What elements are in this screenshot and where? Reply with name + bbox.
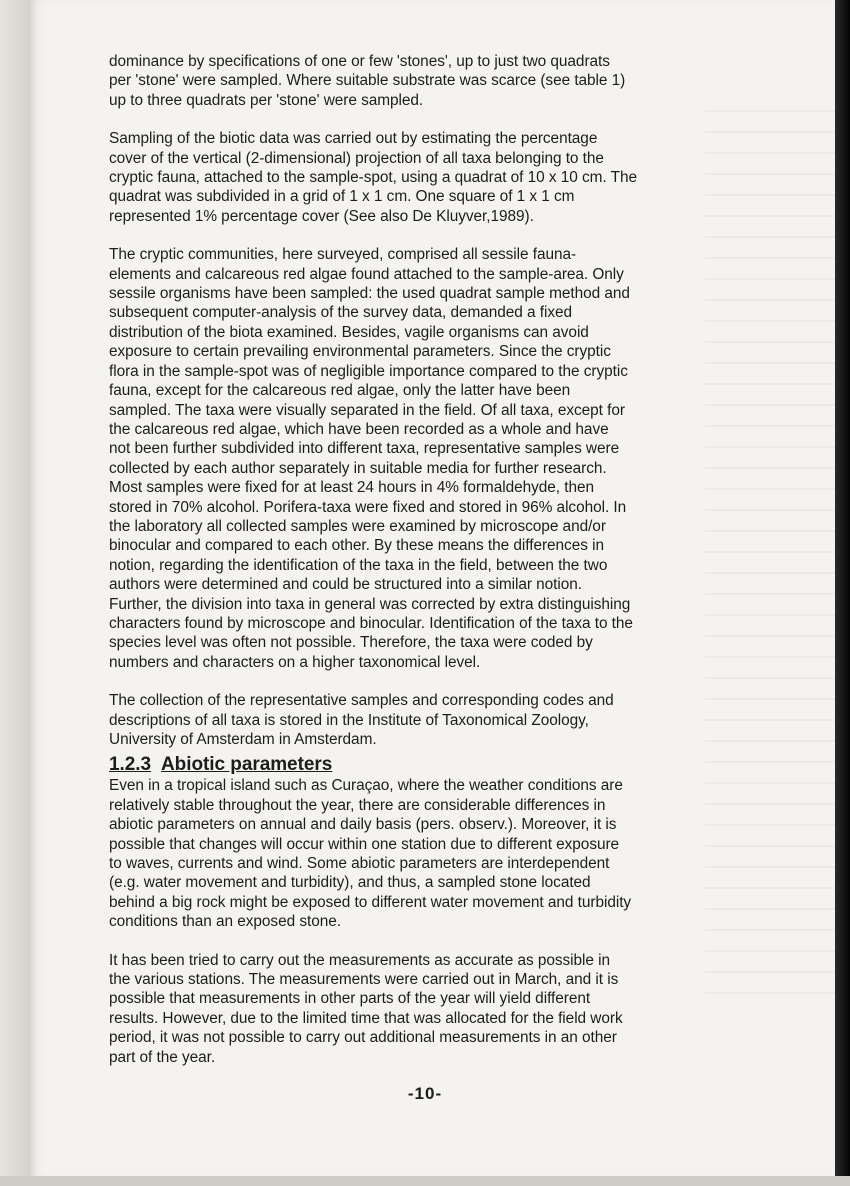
scan-edge xyxy=(835,0,850,1186)
page-number: -10- xyxy=(407,1084,443,1103)
paragraph-sampling-dominance: dominance by specifications of one or few 'stones', up to just two quadrats per 'stone' were sampled. Where suitable substrate was scarce (see table 1) up to three quadrats per 'stone' were sampled. xyxy=(109,53,626,109)
scan-bottom-edge xyxy=(0,1176,850,1186)
body-text xyxy=(109,52,729,1067)
paragraph-cryptic-communities: The cryptic communities, here surveyed, comprised all sessile fauna- elements and calcareous red algae found attached to the sample-area. Only sessile organisms have been sampled: the used quadrat sample method and subsequent computer-analysis of the survey data, demanded a fixed distribution of the biota examined. Besides, vagile organisms can avoid exposure to certain prevailing environmental parameters. Since the cryptic flora in the sample-spot was of negligible importance compared to the cryptic fauna, except for the calcareous red algae, only the latter have been sampled. The taxa were visually separated in the field. Of all taxa, except for the calcareous red algae, which have been recorded as a whole and have not been further subdivided into different taxa, representative samples were collected by each author separately in suitable media for further research. Most samples were fixed for at least 24 hours in 4% formaldehyde, then stored in 70% alcohol. Porifera-taxa were fixed and stored in 96% alcohol. In the laboratory all collected samples were examined by microscope and/or binocular and compared to each other. By these means the differences in notion, regarding the identification of the taxa in the field, between the two authors were determined and could be structured into a similar notion. Further, the division into taxa in general was corrected by extra distinguishing characters found by microscope and binocular. Identification of the taxa to the species level was often not possible. Therefore, the taxa were coded by numbers and characters on a higher taxonomical level. xyxy=(109,246,633,671)
page-binding xyxy=(0,0,30,1186)
paragraph-biotic-sampling: Sampling of the biotic data was carried out by estimating the percentage cover of the vertical (2-dimensional) projection of all taxa belonging to the cryptic fauna, attached to the sample-spot, using a quadrat of 10 x 10 cm. The quadrat was subdivided in a grid of 1 x 1 cm. One square of 1 x 1 cm represented 1% percentage cover (See also De Kluyver,1989). xyxy=(109,130,637,225)
paragraph-collection-storage: The collection of the representative samples and corresponding codes and descriptions of all taxa is stored in the Institute of Taxonomical Zoology, University of Amsterdam in Amsterdam. xyxy=(109,692,614,748)
section-number: 1.2.3 xyxy=(109,754,152,776)
paragraph-measurements: It has been tried to carry out the measurements as accurate as possible in the various stations. The measurements were carried out in March, and it is possible that measurements in other parts of the year will yield different results. However, due to the limited time that was allocated for the field work period, it was not possible to carry out additional measurements in an other part of the year. xyxy=(109,951,623,1066)
section-title: Abiotic parameters xyxy=(161,754,333,776)
paragraph-abiotic-variation: Even in a tropical island such as Curaçao, where the weather conditions are relatively stable throughout the year, there are considerable differences in abiotic parameters on annual and daily basis (pers. observ.). Moreover, it is possible that changes will occur within one station due to different exposure to waves, currents and wind. Some abiotic parameters are interdependent (e.g. water movement and turbidity), and thus, a sampled stone located behind a big rock might be exposed to different water movement and turbidity conditions than an exposed stone. xyxy=(109,777,632,931)
section-heading xyxy=(109,754,729,776)
